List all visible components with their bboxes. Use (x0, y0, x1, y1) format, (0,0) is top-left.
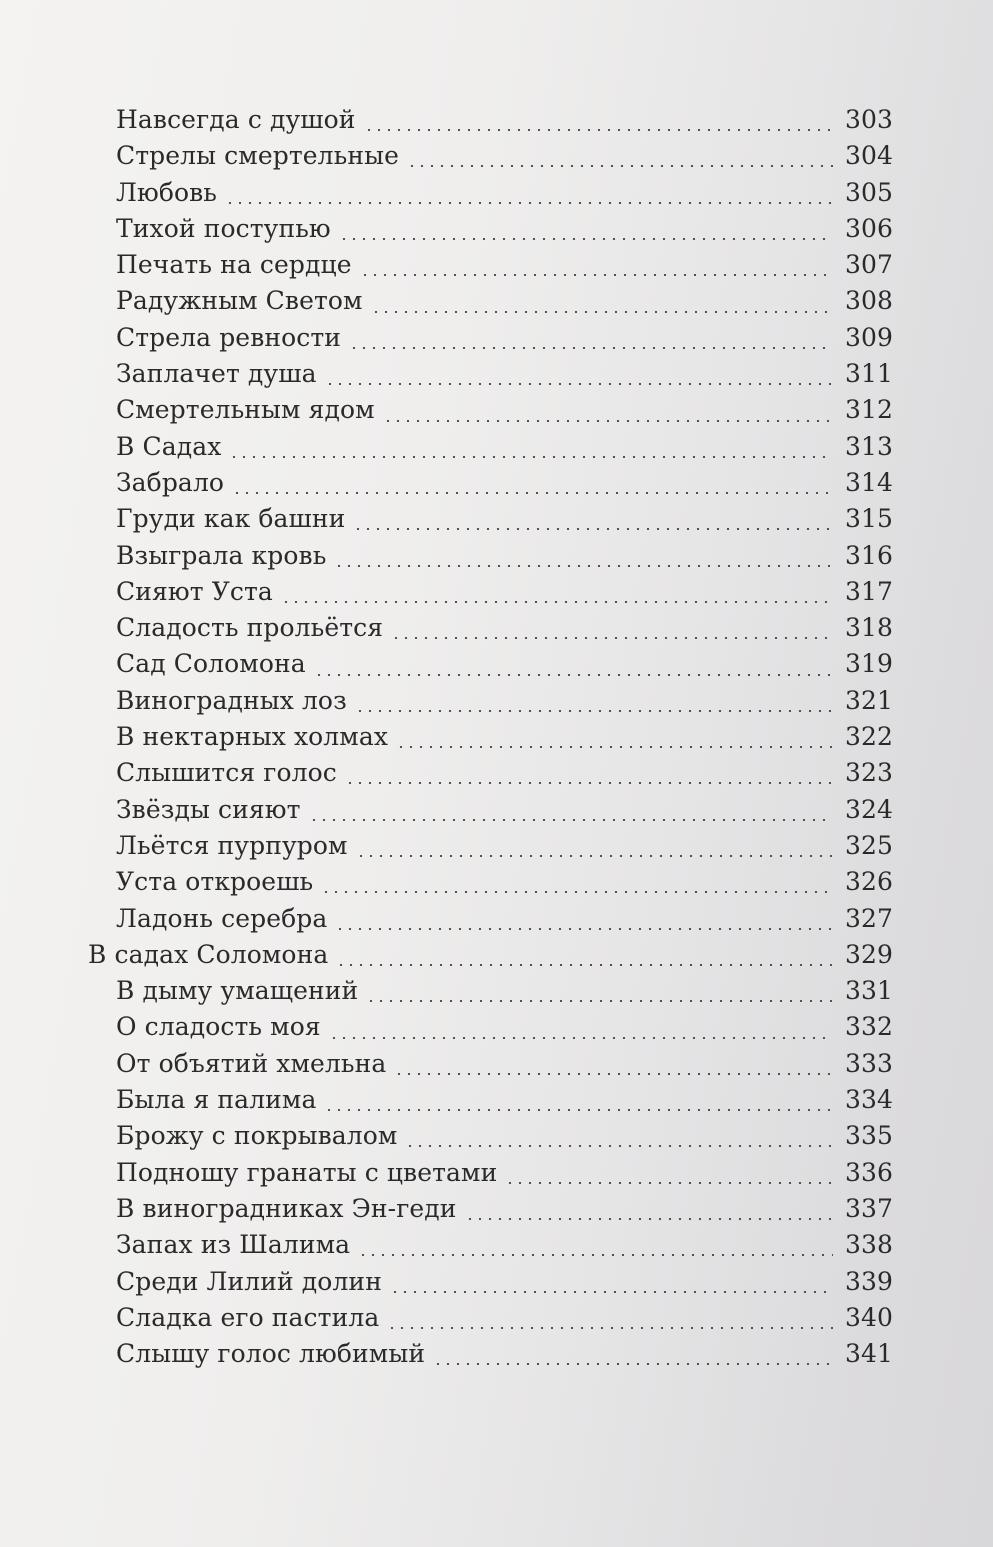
dot-leader (229, 456, 833, 458)
toc-entry-title: Забрало (116, 467, 225, 497)
dot-leader (321, 891, 833, 893)
toc-entry-title: Сладка его пастила (116, 1302, 380, 1332)
toc-entry[interactable] (88, 649, 893, 685)
toc-entry-title: Льётся пурпуром (116, 830, 348, 860)
toc-entry-page-number: 322 (845, 722, 894, 752)
toc-entry-page-number: 324 (845, 794, 894, 824)
dot-leader (314, 674, 833, 676)
toc-entry-title: Заплачет душа (116, 359, 317, 389)
toc-entry-title: Груди как башни (116, 504, 346, 534)
toc-entry-page-number: 318 (845, 613, 894, 643)
toc-entry-title: Любовь (116, 177, 218, 207)
dot-leader (366, 1000, 833, 1002)
toc-entry-title: Тихой поступью (116, 213, 331, 243)
table-of-contents (88, 105, 893, 1375)
toc-entry[interactable] (88, 286, 893, 322)
toc-entry-title: Была я палима (116, 1085, 317, 1115)
dot-leader (345, 782, 833, 784)
toc-entry-title: Звёзды сияют (116, 794, 301, 824)
toc-entry-title: Сияют Уста (116, 576, 273, 606)
toc-entry-title: Стрела ревности (116, 322, 342, 352)
toc-entry[interactable] (88, 250, 893, 286)
toc-entry-title: Взыграла кровь (116, 540, 327, 570)
toc-entry-page-number: 334 (845, 1085, 894, 1115)
toc-entry-title: О сладость моя (116, 1012, 321, 1042)
toc-entry-title: Смертельным ядом (116, 395, 375, 425)
toc-entry-title: В нектарных холмах (116, 722, 389, 752)
dot-leader (232, 492, 833, 494)
dot-leader (505, 1182, 833, 1184)
dot-leader (356, 855, 833, 857)
dot-leader (334, 565, 833, 567)
toc-entry-page-number: 316 (845, 540, 894, 570)
dot-leader (325, 383, 833, 385)
toc-entry-title: Брожу с покрывалом (116, 1121, 398, 1151)
toc-entry[interactable] (88, 1303, 893, 1339)
toc-entry[interactable] (88, 214, 893, 250)
dot-leader (390, 1291, 833, 1293)
toc-entry[interactable] (88, 105, 893, 141)
toc-entry[interactable] (88, 432, 893, 468)
toc-entry[interactable] (88, 686, 893, 722)
toc-entry-title: Слышится голос (116, 758, 337, 788)
toc-entry-page-number: 321 (845, 685, 894, 715)
dot-leader (391, 637, 833, 639)
toc-entry-page-number: 336 (845, 1157, 894, 1187)
toc-entry-page-number: 303 (845, 105, 894, 134)
toc-entry[interactable] (88, 1049, 893, 1085)
toc-entry[interactable] (88, 867, 893, 903)
toc-entry-title: В дыму умащений (116, 976, 359, 1006)
toc-entry-title: Запах из Шалима (116, 1230, 351, 1260)
toc-entry-page-number: 326 (845, 867, 894, 897)
toc-entry[interactable] (88, 758, 893, 794)
toc-entry-page-number: 325 (845, 830, 894, 860)
toc-entry-title: В садах Соломона (88, 939, 329, 969)
dot-leader (349, 347, 833, 349)
dot-leader (339, 238, 833, 240)
dot-leader (371, 311, 833, 313)
toc-entry[interactable] (88, 795, 893, 831)
toc-entry-title: От объятий хмельна (116, 1048, 387, 1078)
dot-leader (335, 928, 833, 930)
toc-entry-page-number: 319 (845, 649, 894, 679)
toc-entry-page-number: 306 (845, 213, 894, 243)
toc-entry[interactable] (88, 940, 893, 976)
dot-leader (329, 1037, 833, 1039)
toc-entry[interactable] (88, 1194, 893, 1230)
toc-entry[interactable] (88, 504, 893, 540)
toc-entry-page-number: 309 (845, 322, 894, 352)
dot-leader (281, 601, 833, 603)
toc-entry[interactable] (88, 1267, 893, 1303)
toc-entry-page-number: 312 (845, 395, 894, 425)
toc-entry-page-number: 335 (845, 1121, 894, 1151)
toc-entry[interactable] (88, 577, 893, 613)
toc-entry-page-number: 341 (845, 1339, 894, 1369)
toc-entry-page-number: 304 (845, 141, 894, 171)
toc-entry[interactable] (88, 468, 893, 504)
toc-entry[interactable] (88, 541, 893, 577)
toc-entry[interactable] (88, 613, 893, 649)
toc-entry[interactable] (88, 1339, 893, 1375)
toc-entry-title: Печать на сердце (116, 250, 352, 280)
toc-entry-page-number: 313 (845, 431, 894, 461)
dot-leader (355, 710, 833, 712)
toc-entry-page-number: 314 (845, 467, 894, 497)
toc-entry-page-number: 340 (845, 1302, 894, 1332)
toc-entry-page-number: 329 (845, 939, 894, 969)
toc-entry-page-number: 307 (845, 250, 894, 280)
toc-entry-page-number: 333 (845, 1048, 894, 1078)
toc-entry[interactable] (88, 1085, 893, 1121)
toc-entry[interactable] (88, 976, 893, 1012)
toc-entry-title: Ладонь серебра (116, 903, 328, 933)
toc-entry-page-number: 308 (845, 286, 894, 316)
toc-entry-page-number: 305 (845, 177, 894, 207)
dot-leader (324, 1109, 833, 1111)
toc-entry-page-number: 337 (845, 1193, 894, 1223)
toc-entry[interactable] (88, 1012, 893, 1048)
toc-entry[interactable] (88, 178, 893, 214)
dot-leader (465, 1218, 833, 1220)
toc-entry-page-number: 332 (845, 1012, 894, 1042)
toc-entry[interactable] (88, 904, 893, 940)
dot-leader (433, 1363, 833, 1365)
toc-entry[interactable] (88, 323, 893, 359)
dot-leader (383, 420, 833, 422)
dot-leader (360, 274, 833, 276)
dot-leader (353, 528, 833, 530)
toc-entry-page-number: 311 (845, 359, 894, 389)
toc-entry-title: В виноградниках Эн-геди (116, 1193, 457, 1223)
dot-leader (358, 1254, 833, 1256)
toc-entry-page-number: 339 (845, 1266, 894, 1296)
toc-entry-page-number: 331 (845, 976, 894, 1006)
dot-leader (394, 1073, 833, 1075)
dot-leader (309, 819, 833, 821)
dot-leader (407, 165, 833, 167)
dot-leader (364, 129, 833, 131)
toc-entry-title: Среди Лилий долин (116, 1266, 382, 1296)
toc-entry[interactable] (88, 359, 893, 395)
dot-leader (405, 1145, 833, 1147)
toc-entry[interactable] (88, 1230, 893, 1266)
toc-entry[interactable] (88, 141, 893, 177)
toc-entry[interactable] (88, 1121, 893, 1157)
toc-entry-title: Радужным Светом (116, 286, 363, 316)
toc-entry-title: Подношу гранаты с цветами (116, 1157, 498, 1187)
toc-entry-page-number: 323 (845, 758, 894, 788)
toc-entry-title: Уста откроешь (116, 867, 314, 897)
toc-entry[interactable] (88, 722, 893, 758)
dot-leader (396, 746, 833, 748)
toc-entry-title: Навсегда с душой (116, 105, 356, 134)
toc-entry-title: В Садах (116, 431, 222, 461)
toc-entry-page-number: 317 (845, 576, 894, 606)
toc-entry-title: Слышу голос любимый (116, 1339, 426, 1369)
toc-entry-title: Сад Соломона (116, 649, 306, 679)
toc-entry-title: Виноградных лоз (116, 685, 347, 715)
toc-entry[interactable] (88, 831, 893, 867)
dot-leader (336, 964, 833, 966)
toc-entry-title: Сладость прольётся (116, 613, 384, 643)
toc-entry-page-number: 327 (845, 903, 894, 933)
toc-entry-page-number: 338 (845, 1230, 894, 1260)
dot-leader (387, 1327, 833, 1329)
dot-leader (225, 202, 833, 204)
toc-entry-title: Стрелы смертельные (116, 141, 400, 171)
toc-entry-page-number: 315 (845, 504, 894, 534)
toc-entry[interactable] (88, 1158, 893, 1194)
toc-entry[interactable] (88, 395, 893, 431)
